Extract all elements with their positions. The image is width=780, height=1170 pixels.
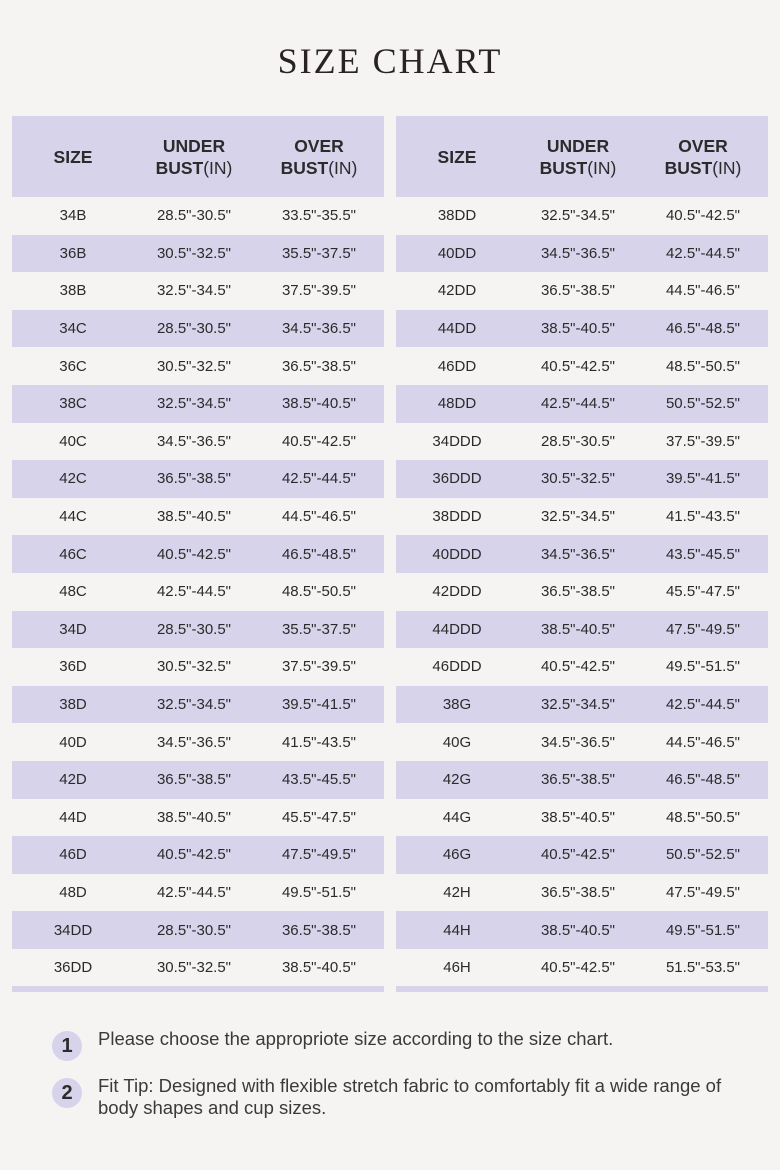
over-bust-cell: 48.5"-50.5" xyxy=(665,808,741,826)
table-row xyxy=(396,836,768,874)
under-bust-cell: 42.5"-44.5" xyxy=(156,883,232,901)
over-bust-cell: 37.5"-39.5" xyxy=(281,658,357,676)
size-cell: 36DDD xyxy=(432,470,482,488)
under-bust-cell: 36.5"-38.5" xyxy=(156,771,232,789)
over-bust-cell: 41.5"-43.5" xyxy=(281,733,357,751)
under-bust-cell: 30.5"-32.5" xyxy=(540,470,616,488)
size-cell: 38B xyxy=(59,282,87,300)
size-cell: 38DD xyxy=(437,207,477,225)
size-cell: 46G xyxy=(442,846,472,864)
table-footer-bar xyxy=(12,986,384,992)
size-cell: 46D xyxy=(59,846,87,864)
over-bust-cell: 48.5"-50.5" xyxy=(281,583,357,601)
table-row xyxy=(12,949,384,987)
size-cell: 40D xyxy=(59,733,87,751)
over-bust-cell: 45.5"-47.5" xyxy=(281,808,357,826)
table-row xyxy=(396,235,768,273)
size-cell: 42DD xyxy=(437,282,477,300)
over-bust-cell: 41.5"-43.5" xyxy=(665,508,741,526)
size-cell: 44DD xyxy=(437,320,477,338)
over-bust-cell: 49.5"-51.5" xyxy=(665,921,741,939)
under-bust-cell: 36.5"-38.5" xyxy=(540,883,616,901)
size-cell: 42H xyxy=(443,883,471,901)
over-bust-cell: 42.5"-44.5" xyxy=(281,470,357,488)
table-row xyxy=(396,723,768,761)
table-row xyxy=(396,686,768,724)
over-bust-cell: 44.5"-46.5" xyxy=(665,733,741,751)
under-bust-cell: 38.5"-40.5" xyxy=(540,320,616,338)
over-bust-cell: 48.5"-50.5" xyxy=(665,357,741,375)
table-row xyxy=(12,235,384,273)
table-footer-bar xyxy=(396,986,768,992)
size-cell: 38G xyxy=(442,696,472,714)
table-row xyxy=(12,911,384,949)
table-row xyxy=(396,535,768,573)
size-cell: 40C xyxy=(59,432,87,450)
size-cell: 44C xyxy=(59,508,87,526)
table-body xyxy=(396,197,768,986)
header-under-bust: UNDER BUST(IN) xyxy=(155,135,233,178)
size-table-right xyxy=(396,116,768,992)
under-bust-cell: 38.5"-40.5" xyxy=(156,508,232,526)
table-row xyxy=(396,949,768,987)
table-row xyxy=(12,836,384,874)
size-cell: 46C xyxy=(59,545,87,563)
under-bust-cell: 30.5"-32.5" xyxy=(156,357,232,375)
over-bust-cell: 49.5"-51.5" xyxy=(665,658,741,676)
under-bust-cell: 38.5"-40.5" xyxy=(156,808,232,826)
size-cell: 34DD xyxy=(53,921,93,939)
size-cell: 38D xyxy=(59,696,87,714)
table-header xyxy=(396,116,768,197)
under-bust-cell: 32.5"-34.5" xyxy=(540,696,616,714)
table-row xyxy=(396,911,768,949)
table-row xyxy=(396,874,768,912)
table-row xyxy=(12,310,384,348)
note-text: Please choose the appropriote size according to the size chart. xyxy=(98,1028,614,1049)
table-row xyxy=(396,460,768,498)
note-number-badge: 1 xyxy=(52,1031,82,1061)
over-bust-cell: 47.5"-49.5" xyxy=(665,883,741,901)
under-bust-cell: 40.5"-42.5" xyxy=(156,545,232,563)
under-bust-cell: 32.5"-34.5" xyxy=(156,395,232,413)
table-header xyxy=(12,116,384,197)
table-row xyxy=(396,347,768,385)
over-bust-cell: 42.5"-44.5" xyxy=(665,244,741,262)
under-bust-cell: 30.5"-32.5" xyxy=(156,244,232,262)
table-row xyxy=(12,197,384,235)
under-bust-cell: 28.5"-30.5" xyxy=(156,620,232,638)
under-bust-cell: 38.5"-40.5" xyxy=(540,620,616,638)
table-row xyxy=(12,611,384,649)
table-row xyxy=(12,723,384,761)
over-bust-cell: 44.5"-46.5" xyxy=(665,282,741,300)
size-cell: 48C xyxy=(59,583,87,601)
table-row xyxy=(396,761,768,799)
under-bust-cell: 30.5"-32.5" xyxy=(156,658,232,676)
over-bust-cell: 39.5"-41.5" xyxy=(665,470,741,488)
table-body xyxy=(12,197,384,986)
size-cell: 34B xyxy=(59,207,87,225)
size-cell: 36B xyxy=(59,244,87,262)
table-row xyxy=(12,761,384,799)
table-row xyxy=(396,197,768,235)
over-bust-cell: 43.5"-45.5" xyxy=(665,545,741,563)
over-bust-cell: 35.5"-37.5" xyxy=(281,244,357,262)
table-row xyxy=(12,535,384,573)
header-over-bust: OVER BUST(IN) xyxy=(664,135,742,178)
under-bust-cell: 36.5"-38.5" xyxy=(540,771,616,789)
over-bust-cell: 40.5"-42.5" xyxy=(665,207,741,225)
over-bust-cell: 47.5"-49.5" xyxy=(281,846,357,864)
table-row xyxy=(396,611,768,649)
over-bust-cell: 38.5"-40.5" xyxy=(281,395,357,413)
under-bust-cell: 28.5"-30.5" xyxy=(156,207,232,225)
size-cell: 40DDD xyxy=(432,545,482,563)
header-under-bust: UNDER BUST(IN) xyxy=(539,135,617,178)
page-title: SIZE CHART xyxy=(277,41,503,81)
over-bust-cell: 46.5"-48.5" xyxy=(281,545,357,563)
under-bust-cell: 28.5"-30.5" xyxy=(540,432,616,450)
size-cell: 42DDD xyxy=(432,583,482,601)
under-bust-cell: 42.5"-44.5" xyxy=(156,583,232,601)
note-item xyxy=(52,1075,752,1119)
size-cell: 48D xyxy=(59,883,87,901)
over-bust-cell: 36.5"-38.5" xyxy=(281,921,357,939)
size-cell: 46DDD xyxy=(432,658,482,676)
over-bust-cell: 50.5"-52.5" xyxy=(665,846,741,864)
size-cell: 34C xyxy=(59,320,87,338)
over-bust-cell: 33.5"-35.5" xyxy=(281,207,357,225)
under-bust-cell: 38.5"-40.5" xyxy=(540,808,616,826)
under-bust-cell: 40.5"-42.5" xyxy=(540,658,616,676)
over-bust-cell: 35.5"-37.5" xyxy=(281,620,357,638)
over-bust-cell: 46.5"-48.5" xyxy=(665,320,741,338)
note-text: Fit Tip: Designed with flexible stretch fabric to comfortably fit a wide range of body shapes and cup sizes. xyxy=(98,1075,722,1118)
table-row xyxy=(12,385,384,423)
size-cell: 38DDD xyxy=(432,508,482,526)
under-bust-cell: 34.5"-36.5" xyxy=(156,733,232,751)
table-row xyxy=(12,347,384,385)
table-row xyxy=(12,498,384,536)
header-size: SIZE xyxy=(53,146,93,167)
under-bust-cell: 42.5"-44.5" xyxy=(540,395,616,413)
over-bust-cell: 37.5"-39.5" xyxy=(665,432,741,450)
over-bust-cell: 51.5"-53.5" xyxy=(665,959,741,977)
size-cell: 44H xyxy=(443,921,471,939)
size-cell: 42C xyxy=(59,470,87,488)
under-bust-cell: 36.5"-38.5" xyxy=(540,282,616,300)
over-bust-cell: 40.5"-42.5" xyxy=(281,432,357,450)
size-cell: 36DD xyxy=(53,959,93,977)
over-bust-cell: 44.5"-46.5" xyxy=(281,508,357,526)
under-bust-cell: 36.5"-38.5" xyxy=(156,470,232,488)
table-row xyxy=(396,423,768,461)
header-over-bust: OVER BUST(IN) xyxy=(280,135,358,178)
under-bust-cell: 28.5"-30.5" xyxy=(156,921,232,939)
table-row xyxy=(396,648,768,686)
over-bust-cell: 34.5"-36.5" xyxy=(281,320,357,338)
size-cell: 36C xyxy=(59,357,87,375)
table-row xyxy=(12,874,384,912)
table-row xyxy=(12,573,384,611)
over-bust-cell: 37.5"-39.5" xyxy=(281,282,357,300)
over-bust-cell: 39.5"-41.5" xyxy=(281,696,357,714)
size-cell: 42D xyxy=(59,771,87,789)
table-row xyxy=(396,573,768,611)
note-item xyxy=(52,1028,752,1061)
size-cell: 46DD xyxy=(437,357,477,375)
table-row xyxy=(396,310,768,348)
size-cell: 36D xyxy=(59,658,87,676)
table-row xyxy=(12,799,384,837)
header-size: SIZE xyxy=(437,146,477,167)
under-bust-cell: 34.5"-36.5" xyxy=(540,733,616,751)
table-row xyxy=(12,686,384,724)
size-cell: 48DD xyxy=(437,395,477,413)
size-cell: 38C xyxy=(59,395,87,413)
under-bust-cell: 32.5"-34.5" xyxy=(540,508,616,526)
size-cell: 46H xyxy=(443,959,471,977)
table-row xyxy=(12,648,384,686)
over-bust-cell: 38.5"-40.5" xyxy=(281,959,357,977)
over-bust-cell: 45.5"-47.5" xyxy=(665,583,741,601)
size-cell: 40DD xyxy=(437,244,477,262)
size-cell: 42G xyxy=(442,771,472,789)
under-bust-cell: 40.5"-42.5" xyxy=(540,959,616,977)
size-cell: 34DDD xyxy=(432,432,482,450)
under-bust-cell: 40.5"-42.5" xyxy=(540,846,616,864)
over-bust-cell: 49.5"-51.5" xyxy=(281,883,357,901)
over-bust-cell: 46.5"-48.5" xyxy=(665,771,741,789)
under-bust-cell: 40.5"-42.5" xyxy=(540,357,616,375)
table-row xyxy=(12,460,384,498)
notes-section xyxy=(52,1028,752,1133)
over-bust-cell: 50.5"-52.5" xyxy=(665,395,741,413)
under-bust-cell: 34.5"-36.5" xyxy=(156,432,232,450)
size-table-left xyxy=(12,116,384,992)
over-bust-cell: 47.5"-49.5" xyxy=(665,620,741,638)
table-row xyxy=(396,385,768,423)
size-cell: 44G xyxy=(442,808,472,826)
under-bust-cell: 30.5"-32.5" xyxy=(156,959,232,977)
under-bust-cell: 36.5"-38.5" xyxy=(540,583,616,601)
under-bust-cell: 28.5"-30.5" xyxy=(156,320,232,338)
under-bust-cell: 32.5"-34.5" xyxy=(540,207,616,225)
under-bust-cell: 38.5"-40.5" xyxy=(540,921,616,939)
over-bust-cell: 42.5"-44.5" xyxy=(665,696,741,714)
size-cell: 40G xyxy=(442,733,472,751)
table-row xyxy=(396,272,768,310)
table-row xyxy=(12,272,384,310)
under-bust-cell: 32.5"-34.5" xyxy=(156,282,232,300)
size-cell: 34D xyxy=(59,620,87,638)
under-bust-cell: 32.5"-34.5" xyxy=(156,696,232,714)
under-bust-cell: 34.5"-36.5" xyxy=(540,545,616,563)
under-bust-cell: 40.5"-42.5" xyxy=(156,846,232,864)
table-row xyxy=(396,799,768,837)
size-cell: 44D xyxy=(59,808,87,826)
over-bust-cell: 43.5"-45.5" xyxy=(281,771,357,789)
table-row xyxy=(396,498,768,536)
over-bust-cell: 36.5"-38.5" xyxy=(281,357,357,375)
note-number-badge: 2 xyxy=(52,1078,82,1108)
table-row xyxy=(12,423,384,461)
size-cell: 44DDD xyxy=(432,620,482,638)
under-bust-cell: 34.5"-36.5" xyxy=(540,244,616,262)
